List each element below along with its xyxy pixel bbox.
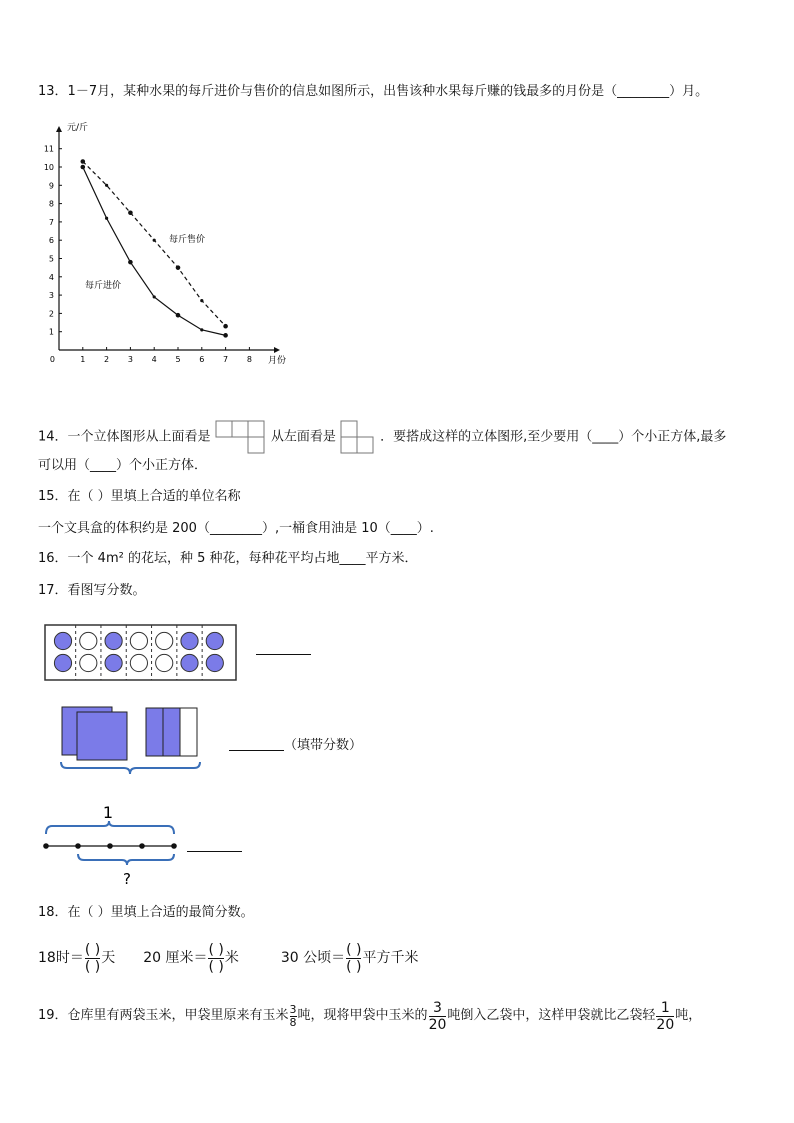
q14-part3: ．要搭成这样的立体图形,至少要用（____）个小正方体,最多 [380,429,727,445]
series-0-point [176,265,181,270]
answer-blank-squares[interactable] [229,738,284,751]
series-0-point [200,299,203,302]
y-axis-arrow [56,126,62,132]
q18-fraction-2[interactable]: $\frac{( )}{( )}$ [208,941,224,975]
q18-item1-right: 天 [101,950,116,966]
y-tick-label: 4 [48,272,54,282]
q14-part1: 14．一个立体图形从上面看是 [38,429,211,445]
tick-4 [171,843,177,849]
y-tick-label: 10 [43,163,54,172]
series-1-point [81,165,86,170]
brace-bottom-numberline [78,854,174,865]
x-tick-label: 1 [80,355,86,364]
q14-line2: 可以用（____）个小正方体． [38,458,208,473]
tick-0 [43,843,49,849]
series-1-point [153,295,156,298]
series-1-point [128,260,133,265]
series-0-point [153,239,156,242]
series-0-point [128,210,133,215]
tick-3 [139,843,145,849]
empty-circle [156,632,173,649]
left-view-figure [340,420,376,454]
question-19-text [38,996,701,1036]
y-tick-label: 11 [43,144,54,154]
strip-3 [180,708,197,756]
q14-part2: 从左面看是 [270,429,336,445]
q18-fraction-3[interactable]: $\frac{( )}{( )}$ [346,941,362,975]
x-axis-arrow [274,347,280,353]
series-line-1 [83,167,226,335]
question-16-text: 16．一个 4m² 的花坛，种 5 种花，每种花平均占地____平方米． [38,551,418,566]
origin-label: 0 [49,355,55,364]
q19-part-b: 吨，现将甲袋中玉米的 [297,1008,428,1023]
series-0-point [223,324,228,329]
number-line-figure [40,802,190,888]
q18-item3-right: 平方千米 [362,950,419,966]
q19-part-a: 19．仓库里有两袋玉米，甲袋里原来有玉米 [38,1008,289,1023]
y-tick-label: 5 [48,254,54,264]
filled-circle [206,654,223,671]
top-view-figure [215,420,267,454]
squares-figure [58,704,208,776]
empty-circle [156,654,173,671]
answer-blank-circles[interactable] [256,654,311,655]
mixed-number-note: （填带分数） [284,738,363,753]
strip-1 [146,708,163,756]
question-14-line1 [38,420,726,454]
brace-label-1: 1 [102,803,114,822]
question-18-title: 18．在（ ）里填上合适的最简分数。 [38,905,254,920]
question-18-items [38,936,418,980]
x-tick-label: 7 [223,355,229,364]
y-tick-label: 8 [48,199,54,209]
q18-item1-left: 18时＝ [38,950,84,966]
question-17-title: 17．看图写分数。 [38,583,146,598]
x-tick-label: 5 [175,355,181,364]
series-label-buy: 每斤进价 [85,281,122,291]
x-tick-label: 8 [246,355,252,364]
y-tick-label: 6 [48,236,54,246]
series-0-point [81,159,86,164]
filled-circle [105,654,122,671]
series-label-sell: 每斤售价 [169,235,206,245]
q18-item3-left: 30 公顷＝ [280,950,346,966]
y-tick-label: 1 [48,327,54,337]
q18-item2-left: 20 厘米＝ [143,950,208,966]
series-1-point [223,333,228,338]
filled-circle [54,654,71,671]
tick-1 [75,843,81,849]
filled-circle [105,632,122,649]
x-tick-label: 3 [127,355,133,364]
q19-fraction-1: $\frac{3}{8}$ [289,1002,297,1029]
empty-circle [80,632,97,649]
y-tick-label: 7 [48,217,54,227]
x-tick-label: 2 [104,355,110,364]
series-1-point [200,328,203,331]
empty-circle [130,654,147,671]
price-line-chart [36,118,296,370]
question-13-text: 13．1－7月，某种水果的每斤进价与售价的信息如图所示，出售该种水果每斤赚的钱最多的月份是（________）月。 [38,84,709,99]
series-1-point [176,313,181,318]
brace-label-question: ? [123,870,131,888]
empty-circle [130,632,147,649]
y-axis-label: 元/斤 [67,123,89,133]
filled-circle [54,632,71,649]
q18-fraction-1[interactable]: $\frac{( )}{( )}$ [84,941,101,975]
question-15-title: 15．在（ ）里填上合适的单位名称 [38,489,241,504]
y-tick-label: 9 [48,181,54,191]
strip-2 [163,708,180,756]
brace-top [46,821,174,834]
square-2 [77,712,127,760]
filled-circle [181,632,198,649]
brace-bottom [61,762,200,774]
q19-fraction-2: $\frac{3}{20}$ [428,999,447,1033]
y-tick-label: 3 [48,291,54,301]
series-0-point [105,184,108,187]
q19-part-c: 吨倒入乙袋中，这样甲袋就比乙袋轻 [447,1008,656,1023]
question-15-line: 一个文具盒的体积约是 200（________）,一桶食用油是 10（____）. [38,521,434,536]
q19-part-d: 吨， [675,1008,702,1023]
empty-circle [80,654,97,671]
circle-grid-figure [44,624,240,682]
x-axis-label: 月份 [268,356,287,366]
x-tick-label: 6 [199,355,205,364]
y-tick-label: 2 [48,309,54,319]
tick-2 [107,843,113,849]
q18-item2-right: 米 [224,950,239,966]
filled-circle [206,632,223,649]
filled-circle [181,654,198,671]
x-tick-label: 4 [151,355,157,364]
answer-blank-numberline[interactable] [187,851,242,852]
series-1-point [105,217,108,220]
q19-fraction-3: $\frac{1}{20}$ [656,999,675,1033]
